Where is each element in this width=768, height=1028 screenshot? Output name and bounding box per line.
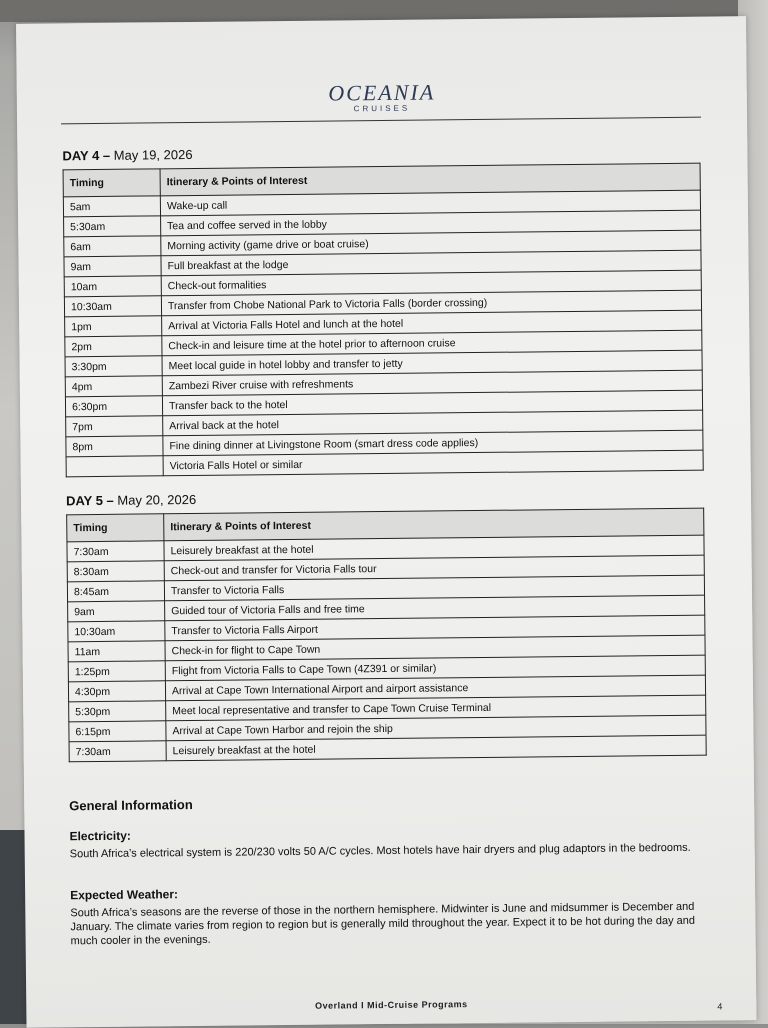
day5-title: DAY 5 – May 20, 2026 — [65, 491, 197, 509]
activity-cell: Transfer from Chobe National Park to Victoria Falls (border crossing) — [161, 290, 701, 316]
timing-cell: 3:30pm — [65, 356, 162, 377]
day5-label: DAY 5 — [65, 492, 103, 509]
day4-itinerary-table — [63, 163, 704, 478]
timing-cell: 10am — [64, 276, 161, 297]
weather-text: South Africa’s seasons are the reverse of those in the northern hemisphere. Midwinter is June and midsummer is December and January. The climate varies from region to region but is generally mild throughout the year. Expect it to be hot during the day and much cooler in the evenings. — [70, 900, 696, 948]
activity-cell: Leisurely breakfast at the hotel — [166, 735, 706, 761]
day5-itinerary-table — [66, 508, 707, 763]
header-timing: Timing — [63, 169, 160, 197]
activity-cell: Full breakfast at the lodge — [161, 250, 701, 276]
timing-cell: 6:30pm — [65, 396, 162, 417]
timing-cell: 11am — [68, 641, 165, 662]
footer-text: Overland I Mid-Cruise Programs — [314, 999, 468, 1011]
activity-cell: Transfer back to the hotel — [162, 390, 702, 416]
activity-cell: Tea and coffee served in the lobby — [161, 210, 701, 236]
timing-cell — [66, 456, 163, 477]
activity-cell: Victoria Falls Hotel or similar — [163, 450, 703, 476]
timing-cell: 10:30am — [68, 621, 165, 642]
activity-cell: Arrival at Cape Town Harbor and rejoin the ship — [166, 715, 706, 741]
timing-cell: 10:30am — [64, 296, 161, 317]
header-itinerary: Itinerary & Points of Interest — [164, 508, 704, 541]
activity-cell: Meet local guide in hotel lobby and transfer to jetty — [162, 350, 702, 376]
timing-cell: 8pm — [66, 436, 163, 457]
general-information-heading: General Information — [69, 797, 193, 814]
weather-heading: Expected Weather: — [70, 887, 179, 903]
timing-cell: 2pm — [65, 336, 162, 357]
day5-date: May 20, 2026 — [117, 491, 197, 508]
electricity-text: South Africa’s electrical system is 220/230 volts 50 A/C cycles. Most hotels have hair dryers and plug adaptors in the bedrooms. — [69, 841, 691, 861]
activity-cell: Guided tour of Victoria Falls and free time — [165, 595, 705, 621]
activity-cell: Morning activity (game drive or boat cruise) — [161, 230, 701, 256]
activity-cell: Leisurely breakfast at the hotel — [164, 535, 704, 561]
activity-cell: Check-in for flight to Cape Town — [165, 635, 705, 661]
activity-cell: Transfer to Victoria Falls Airport — [165, 615, 705, 641]
header-timing: Timing — [67, 514, 164, 542]
activity-cell: Arrival at Cape Town International Airport and airport assistance — [165, 675, 705, 701]
timing-cell: 8:30am — [67, 561, 164, 582]
timing-cell: 7:30am — [69, 741, 166, 762]
activity-cell: Wake-up call — [160, 190, 700, 216]
day4-label: DAY 4 — [62, 147, 100, 164]
timing-cell: 9am — [68, 601, 165, 622]
header-rule — [61, 117, 701, 125]
logo-subtitle: CRUISES — [353, 103, 411, 114]
day4-date: May 19, 2026 — [113, 146, 193, 163]
activity-cell: Flight from Victoria Falls to Cape Town (4Z391 or similar) — [165, 655, 705, 681]
oceania-logo — [17, 76, 747, 117]
timing-cell: 8:45am — [67, 581, 164, 602]
timing-cell: 7pm — [66, 416, 163, 437]
timing-cell: 1pm — [65, 316, 162, 337]
activity-cell: Check-out and transfer for Victoria Falls tour — [164, 555, 704, 581]
activity-cell: Arrival back at the hotel — [163, 410, 703, 436]
timing-cell: 5:30pm — [69, 701, 166, 722]
timing-cell: 9am — [64, 256, 161, 277]
logo-name: OCEANIA — [328, 79, 436, 106]
timing-cell: 4:30pm — [68, 681, 165, 702]
timing-cell: 4pm — [65, 376, 162, 397]
electricity-heading: Electricity: — [69, 828, 131, 844]
header-itinerary: Itinerary & Points of Interest — [160, 163, 700, 196]
activity-cell: Check-in and leisure time at the hotel prior to afternoon cruise — [162, 330, 702, 356]
timing-cell: 5am — [63, 196, 160, 217]
day4-title: DAY 4 – May 19, 2026 — [62, 146, 193, 164]
timing-cell: 6am — [64, 236, 161, 257]
activity-cell: Arrival at Victoria Falls Hotel and lunch at the hotel — [162, 310, 702, 336]
activity-cell: Transfer to Victoria Falls — [164, 575, 704, 601]
timing-cell: 7:30am — [67, 541, 164, 562]
timing-cell: 5:30am — [64, 216, 161, 237]
timing-cell: 1:25pm — [68, 661, 165, 682]
itinerary-page — [16, 16, 756, 1028]
activity-cell: Zambezi River cruise with refreshments — [162, 370, 702, 396]
activity-cell: Meet local representative and transfer to Cape Town Cruise Terminal — [166, 695, 706, 721]
activity-cell: Fine dining dinner at Livingstone Room (smart dress code applies) — [163, 430, 703, 456]
timing-cell: 6:15pm — [69, 721, 166, 742]
page-number: 4 — [717, 1001, 723, 1012]
activity-cell: Check-out formalities — [161, 270, 701, 296]
